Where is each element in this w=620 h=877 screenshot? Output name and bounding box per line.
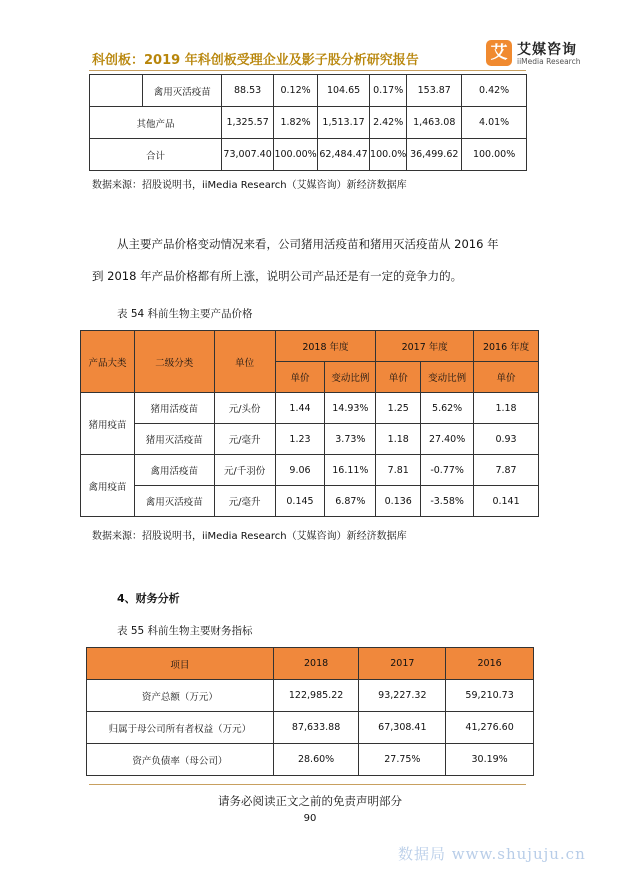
header-cell: 单价 (275, 362, 325, 393)
table-cell: 7.81 (376, 455, 421, 486)
header-divider (89, 70, 526, 71)
table-cell: 资产负债率（母公司） (87, 744, 274, 776)
table-cell: 猪用灭活疫苗 (134, 424, 214, 455)
table-cell: 1,463.08 (407, 107, 462, 139)
table-cell: 2.42% (370, 107, 407, 139)
table-caption: 表 55 科前生物主要财务指标 (117, 625, 253, 637)
header-cell: 变动比例 (325, 362, 376, 393)
header-cell: 2017 年度 (376, 331, 474, 362)
table-header-row (87, 648, 534, 680)
header-cell: 变动比例 (421, 362, 474, 393)
table-cell: 1.23 (275, 424, 325, 455)
header-cell: 产品大类 (81, 331, 135, 393)
table-row (87, 744, 534, 776)
table-cell: 100.0% (370, 139, 407, 171)
table-row (87, 680, 534, 712)
table-cell: 62,484.47 (318, 139, 370, 171)
header-cell: 2016 年度 (474, 331, 539, 362)
table-cell: 元/头份 (214, 393, 275, 424)
header-cell: 2017 (359, 648, 446, 680)
header-cell: 二级分类 (134, 331, 214, 393)
table-row (81, 424, 539, 455)
category-cell: 禽用疫苗 (81, 455, 135, 517)
table-cell: 元/毫升 (214, 424, 275, 455)
table-row (90, 75, 527, 107)
table-cell: 0.17% (370, 75, 407, 107)
table-cell: 3.73% (325, 424, 376, 455)
table-cell: 0.93 (474, 424, 539, 455)
table-cell: 7.87 (474, 455, 539, 486)
table-cell: 1.25 (376, 393, 421, 424)
table-cell: 猪用活疫苗 (134, 393, 214, 424)
table-cell: 27.75% (359, 744, 446, 776)
header-cell: 单价 (474, 362, 539, 393)
table-row (90, 139, 527, 171)
table-cell: 1.44 (275, 393, 325, 424)
product-revenue-table-continued (89, 74, 527, 171)
table-caption: 表 54 科前生物主要产品价格 (117, 308, 253, 320)
header-cell: 2016 (446, 648, 534, 680)
table-cell: 93,227.32 (359, 680, 446, 712)
table-cell: 禽用灭活疫苗 (143, 75, 222, 107)
data-source-note: 数据来源：招股说明书，iiMedia Research（艾媒咨询）新经济数据库 (92, 180, 407, 191)
table-header-row (81, 331, 539, 362)
table-cell: 0.141 (474, 486, 539, 517)
header-cell: 单位 (214, 331, 275, 393)
table-row (81, 486, 539, 517)
table-row (81, 393, 539, 424)
table-cell: 1.18 (474, 393, 539, 424)
table-cell (90, 75, 143, 107)
header-cell: 单价 (376, 362, 421, 393)
table-cell: 27.40% (421, 424, 474, 455)
table-cell: 元/千羽份 (214, 455, 275, 486)
table-cell: 4.01% (462, 107, 527, 139)
table-cell: 0.42% (462, 75, 527, 107)
table-cell: 28.60% (273, 744, 359, 776)
table-cell: 59,210.73 (446, 680, 534, 712)
table-cell: 88.53 (222, 75, 274, 107)
paragraph-line: 到 2018 年产品价格都有所上涨，说明公司产品还是有一定的竞争力的。 (92, 269, 463, 283)
table-cell: 其他产品 (90, 107, 222, 139)
table-cell: 100.00% (274, 139, 318, 171)
table-cell: 122,985.22 (273, 680, 359, 712)
table-cell: 资产总额（万元） (87, 680, 274, 712)
product-price-table (80, 330, 539, 517)
iimedia-logo (486, 40, 590, 70)
table-cell: 1.82% (274, 107, 318, 139)
logo-mark-icon: 艾 (486, 40, 512, 66)
table-cell: 归属于母公司所有者权益（万元） (87, 712, 274, 744)
table-cell: 14.93% (325, 393, 376, 424)
table-cell: 67,308.41 (359, 712, 446, 744)
table-cell: 153.87 (407, 75, 462, 107)
report-title: 科创板：2019 年科创板受理企业及影子股分析研究报告 (92, 53, 419, 68)
table-cell: 0.136 (376, 486, 421, 517)
header-cell: 项目 (87, 648, 274, 680)
logo-en-text: iiMedia Research (517, 57, 581, 66)
table-cell: -0.77% (421, 455, 474, 486)
table-cell: 100.00% (462, 139, 527, 171)
table-cell: 87,633.88 (273, 712, 359, 744)
table-row (87, 712, 534, 744)
table-cell: 36,499.62 (407, 139, 462, 171)
table-cell: 104.65 (318, 75, 370, 107)
page-number: 90 (303, 813, 317, 824)
table-cell: 0.145 (275, 486, 325, 517)
table-row (90, 107, 527, 139)
table-cell: 1.18 (376, 424, 421, 455)
table-cell: 5.62% (421, 393, 474, 424)
table-cell: 禽用灭活疫苗 (134, 486, 214, 517)
data-source-note: 数据来源：招股说明书，iiMedia Research（艾媒咨询）新经济数据库 (92, 531, 407, 542)
table-cell: 0.12% (274, 75, 318, 107)
header-cell: 2018 年度 (275, 331, 376, 362)
table-cell: 41,276.60 (446, 712, 534, 744)
table-cell: 禽用活疫苗 (134, 455, 214, 486)
table-cell: 6.87% (325, 486, 376, 517)
table-cell: 合计 (90, 139, 222, 171)
table-row (81, 455, 539, 486)
header-cell: 2018 (273, 648, 359, 680)
category-cell: 猪用疫苗 (81, 393, 135, 455)
disclaimer-note: 请务必阅读正文之前的免责声明部分 (218, 794, 402, 808)
section-heading: 4、财务分析 (117, 592, 180, 605)
table-cell: 73,007.40 (222, 139, 274, 171)
watermark: 数据局 www.shujuju.cn (398, 845, 586, 863)
table-cell: 9.06 (275, 455, 325, 486)
table-cell: 元/毫升 (214, 486, 275, 517)
table-cell: -3.58% (421, 486, 474, 517)
table-cell: 1,325.57 (222, 107, 274, 139)
financial-indicators-table (86, 647, 534, 776)
paragraph-line: 从主要产品价格变动情况来看，公司猪用活疫苗和猪用灭活疫苗从 2016 年 (117, 237, 499, 251)
logo-cn-text: 艾媒咨询 (517, 42, 577, 58)
table-cell: 1,513.17 (318, 107, 370, 139)
footer-divider (89, 784, 526, 785)
table-cell: 30.19% (446, 744, 534, 776)
table-cell: 16.11% (325, 455, 376, 486)
